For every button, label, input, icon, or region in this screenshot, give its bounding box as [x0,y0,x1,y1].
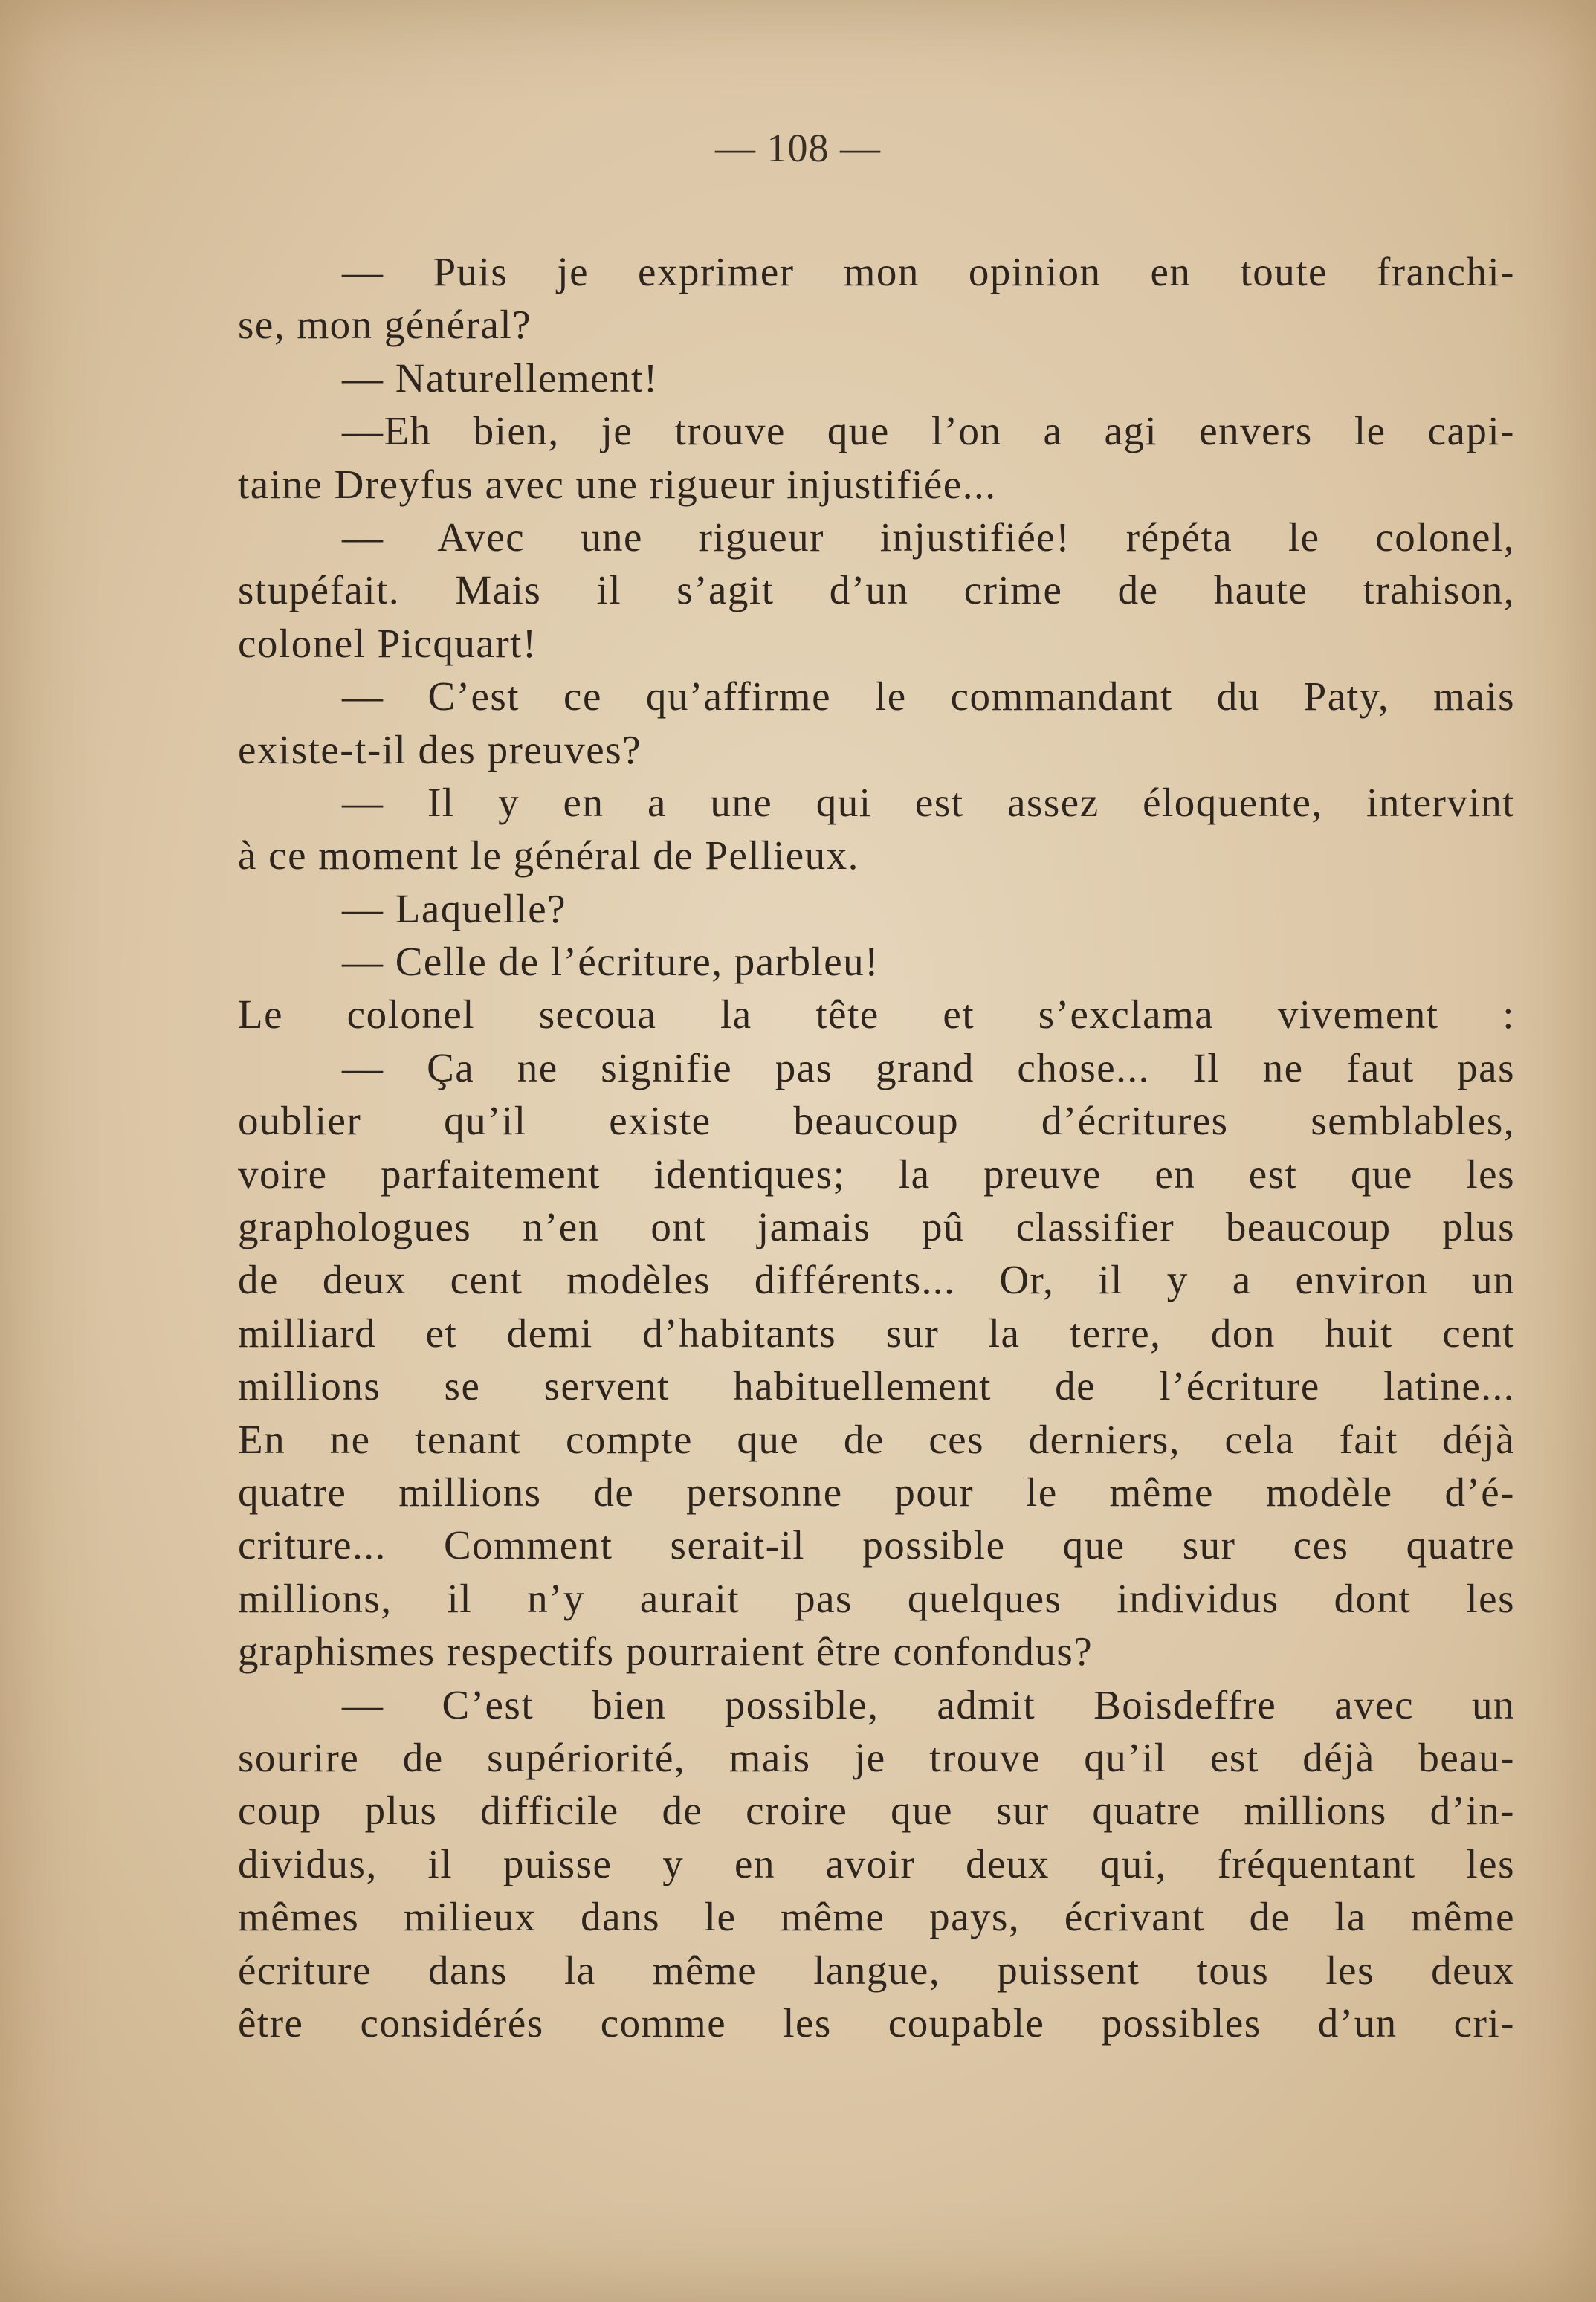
text-line: graphologues n’en ont jamais pû classifier beaucoup plus [238,1204,1515,1250]
text-line: — Naturellement! [342,355,659,401]
text-line: millions, il n’y aurait pas quelques individus dont les [238,1575,1515,1621]
text-line: — Il y en a une qui est assez éloquente, intervint [342,779,1515,825]
text-line: à ce moment le général de Pellieux. [238,832,859,879]
text-line: écriture dans la même langue, puissent tous les deux [238,1947,1515,1993]
text-line: — Avec une rigueur injustifiée! répéta le colonel, [342,514,1515,560]
text-line: milliard et demi d’habitants sur la terre, don huit cent [238,1310,1515,1356]
text-line: — Laquelle? [342,885,567,931]
text-line: existe-t-il des preuves? [238,726,642,772]
text-line: — C’est ce qu’affirme le commandant du Paty, mais [342,673,1515,720]
text-line: de deux cent modèles différents... Or, il y a environ un [238,1257,1515,1303]
text-line: taine Dreyfus avec une rigueur injustifiée... [238,461,997,507]
text-line: sourire de supériorité, mais je trouve qu’il est déjà beau- [238,1734,1515,1780]
text-line: oublier qu’il existe beaucoup d’écritures semblables, [238,1098,1515,1144]
text-line: En ne tenant compte que de ces derniers, cela fait déjà [238,1416,1515,1462]
text-line: Le colonel secoua la tête et s’exclama vivement : [238,992,1515,1038]
text-line: — Celle de l’écriture, parbleu! [342,939,879,985]
text-line: coup plus difficile de croire que sur quatre millions d’in- [238,1788,1515,1834]
body-text [238,245,1515,2049]
text-line: graphismes respectifs pourraient être confondus? [238,1629,1093,1675]
text-line: dividus, il puisse y en avoir deux qui, fréquentant les [238,1840,1515,1886]
text-line: millions se servent habituellement de l’écriture latine... [238,1363,1515,1409]
text-line: colonel Picquart! [238,620,537,666]
text-line: — Puis je exprimer mon opinion en toute franchi- [342,249,1515,294]
text-line: —Eh bien, je trouve que l’on a agi envers le capi- [342,408,1515,454]
text-line: — Ça ne signifie pas grand chose... Il ne faut pas [342,1044,1515,1090]
text-line: voire parfaitement identiques; la preuve en est que les [238,1151,1515,1197]
text-line: être considérés comme les coupable possibles d’un cri- [238,1999,1515,2046]
text-line: mêmes milieux dans le même pays, écrivant de la même [238,1894,1515,1940]
text-line: — C’est bien possible, admit Boisdeffre avec un [342,1681,1515,1727]
text-line: se, mon général? [238,302,532,348]
text-line: criture... Comment serait-il possible que sur ces quatre [238,1522,1515,1568]
page-number: — 108 — [715,126,881,170]
text-line: stupéfait. Mais il s’agit d’un crime de haute trahison, [238,567,1515,613]
text-line: quatre millions de personne pour le même modèle d’é- [238,1469,1515,1515]
